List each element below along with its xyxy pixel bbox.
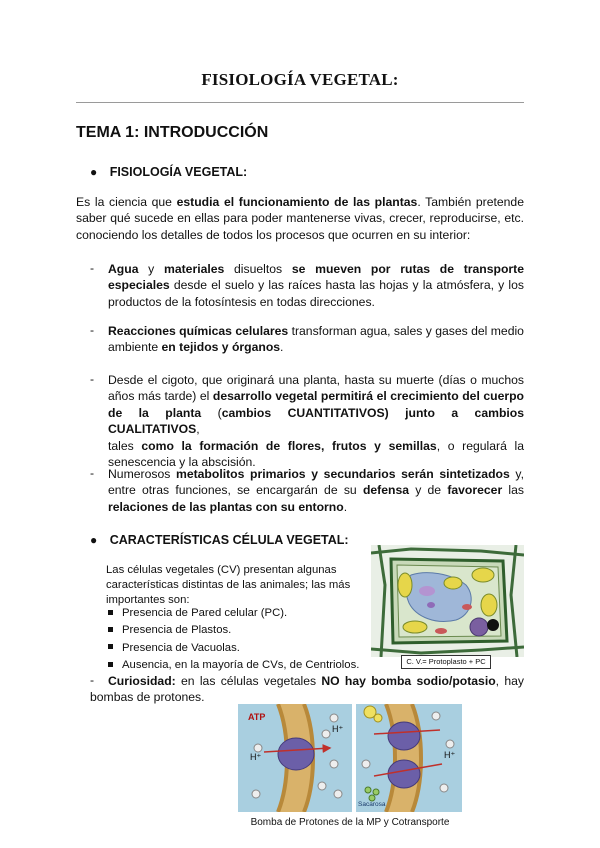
list-item: Desde el cigoto, que originará una planta, hasta su muerte (días o muchos años más tarde) el desarrollo vegetal permitirá el crecimiento del cuerpo de la planta (cambios CUANTITATIVOS) junto a cambios CUALITATIVOS, tales como la formación de flores, frutos y semillas, o regulará la senescencia y la abscisión.: [108, 373, 525, 470]
list-item: Reacciones químicas celulares transforman agua, sales y gases del medio ambiente en tejidos y órganos.: [108, 324, 524, 355]
figure-caption: Bomba de Protones de la MP y Cotransporte: [250, 817, 450, 828]
bullet-icon: ●: [90, 165, 98, 179]
plant-cell-drawing: [371, 545, 524, 657]
list-item: Presencia de Vacuolas.: [108, 640, 388, 657]
cotransport-panel: [356, 704, 462, 812]
square-bullet-icon: [108, 627, 113, 632]
list-item: Numerosos metabolitos primarios y secundarios serán sintetizados y, entre otras funciones, se encargarán de su defensa y de favorecer las relaciones de las plantas con su entorno.: [108, 467, 525, 514]
square-bullet-icon: [108, 610, 113, 615]
list-item: Agua y materiales disueltos se mueven por rutas de transporte especiales desde el suelo y las raíces hasta las hojas y la atmósfera, y los productos de la fotosíntesis en todas direcciones.: [108, 262, 524, 309]
cell-caption: C. V.= Protoplasto + PC: [401, 655, 491, 669]
dash-marker: -: [90, 673, 95, 687]
cell-characteristics-text: Las células vegetales (CV) presentan algunas características distintas de las animales; las más importantes son:: [106, 564, 351, 606]
sucrose-label: Sacarosa: [358, 801, 386, 808]
curiosity-note: Curiosidad: en las células vegetales NO hay bomba sodio/potasio, hay: [108, 674, 524, 688]
list-item: Ausencia, en la mayoría de CVs, de Centriolos.: [108, 657, 388, 674]
proton-label: H⁺: [444, 750, 456, 760]
section1-title: FISIOLOGÍA VEGETAL:: [109, 165, 248, 179]
plant-cell-illustration: [371, 545, 524, 670]
square-bullet-icon: [108, 644, 113, 649]
bullet-icon: ●: [90, 533, 98, 547]
list-item: Presencia de Pared celular (PC).: [108, 605, 388, 622]
proton-label: H⁺: [332, 724, 344, 734]
dash-marker: -: [90, 466, 95, 480]
page-title: FISIOLOGÍA VEGETAL:: [201, 70, 399, 89]
characteristics-list: [108, 605, 388, 675]
atp-label: ATP: [248, 712, 266, 722]
square-bullet-icon: [108, 662, 113, 667]
section2-title: CARACTERÍSTICAS CÉLULA VEGETAL:: [109, 533, 349, 547]
list-item: Presencia de Plastos.: [108, 622, 388, 639]
proton-label: H⁺: [250, 752, 262, 762]
dash-marker: -: [90, 323, 95, 337]
dash-marker: -: [90, 372, 95, 386]
intro-paragraph: Es la ciencia que estudia el funcionamiento de las plantas. También pretende saber qué sucede en ellas para poder mantenerse vivas, crecer, reproducirse, etc. conociendo los detalles de todos los procesos que ocurren en su interior:: [76, 195, 524, 242]
proton-pump-panel: [238, 704, 352, 812]
curiosity-note-cont: bombas de protones.: [90, 690, 205, 704]
dash-marker: -: [90, 261, 95, 275]
section-heading: TEMA 1: INTRODUCCIÓN: [76, 124, 269, 141]
title-divider: [76, 102, 524, 103]
section1-bullet: [90, 163, 247, 181]
section2-bullet: [90, 531, 349, 549]
